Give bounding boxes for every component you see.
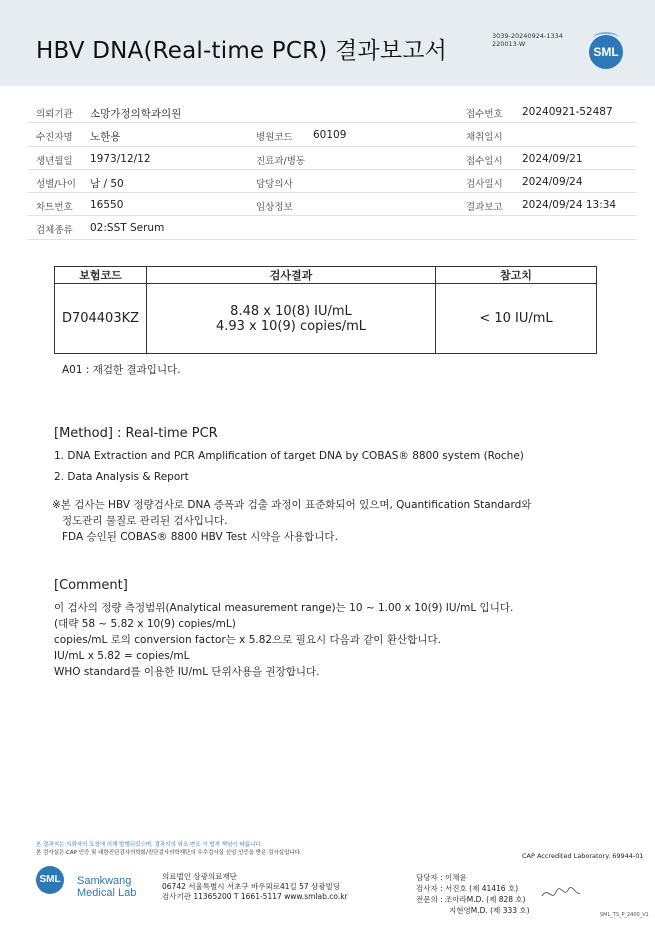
insurance-code: D704403KZ [55, 284, 147, 354]
method-section: [Method] : Real-time PCR 1. DNA Extraction and PCR Amplification of target DNA by COBAS® 8800 system (Roche) 2. Data Analysis & Report ※본 검사는 HBV 정량검사로 DNA 증폭과 검출 과정이 표준화되어 있으며, Quantification Standard와 정도관리 물질로 관리된 검사입니다. FDA 승인된 COBAS® 8800 HBV Test 시약을 사용합니다. [52, 426, 532, 543]
report-code: 3039-20240924-1334 220013-W [492, 32, 563, 48]
institution-value: 소망가정의학과의원 [90, 108, 182, 120]
info-row: 의뢰기관 소망가정의학과의원 접수번호 20240921-52487 [28, 100, 636, 123]
footer-certification: 본 검사실은 CAP 인증 및 대한진단검사의학회/진단검사의학재단의 우수검사실 신임 인증을 받은 검사실입니다. [36, 850, 302, 856]
result-note: A01 : 재검한 결과입니다. [62, 364, 181, 376]
method-remark: ※본 검사는 HBV 정량검사로 DNA 증폭과 검출 과정이 표준화되어 있으며, Quantification Standard와 정도관리 물질로 관리된 검사입니다. FDA 승인된 COBAS® 8800 HBV Test 시약을 사용합니다. [52, 499, 532, 543]
reference-value: < 10 IU/mL [436, 284, 597, 354]
col-header-result: 검사결과 [147, 267, 436, 284]
method-title: [Method] : Real-time PCR [54, 426, 218, 441]
report-title: HBV DNA(Real-time PCR) 결과보고서 [36, 38, 448, 64]
info-row: 차트번호 16550 임상정보 결과보고 2024/09/24 13:34 [28, 193, 636, 216]
col-header-code: 보험코드 [55, 267, 147, 284]
test-date-value: 2024/09/24 [522, 175, 583, 188]
lab-name: Samkwang Medical Lab [77, 875, 137, 899]
info-row: 검체종류 02:SST Serum [28, 216, 636, 239]
birth-value: 1973/12/12 [90, 152, 151, 165]
receipt-no-value: 20240921-52487 [522, 106, 613, 118]
comment-section: [Comment] 이 검사의 정량 측정범위(Analytical measurement range)는 10 ~ 1.00 x 10(9) IU/mL 입니다. (대략 58 ~ 5.82 x 10(9) copies/mL) copies/mL 로의 conversion factor는 x 5.82으로 필요시 다음과 같이 환산합니다. IU/mL x 5.82 = copies/mL WHO standard를 이용한 IU/mL 단위사용을 권장합니다. [54, 578, 514, 678]
col-header-reference: 참고치 [436, 267, 597, 284]
chart-value: 16550 [90, 199, 124, 212]
sml-footer-logo: SML [36, 866, 64, 894]
specimen-value: 02:SST Serum [90, 222, 165, 235]
patient-info-table [28, 100, 636, 240]
comment-title: [Comment] [54, 578, 128, 593]
result-table [54, 266, 597, 354]
footer-warning: 본 결과지는 의뢰자의 요청에 의해 발행되었으며, 결과지의 위조·변조 시 법적 책임이 따릅니다. [36, 842, 263, 848]
staff-list: 담당자 : 이채윤 검사자 : 서진호 (제 41416 호) 전문의 : 조아라M.D. (제 828 호) 지현영M.D. (제 333 호) [416, 873, 530, 915]
patient-value: 노한용 [90, 131, 121, 144]
sml-logo: SML [589, 35, 623, 69]
info-row: 수진자명 노한용 병원코드 60109 채취일시 [28, 123, 636, 146]
sex-age-value: 남 / 50 [90, 177, 124, 190]
report-header [0, 0, 655, 86]
cap-accreditation: CAP Accredited Laboratory. 69944-01 [522, 852, 644, 860]
ward-code-value: 60109 [313, 129, 347, 142]
info-row: 생년월일 1973/12/12 진료과/병동 접수일시 2024/09/21 [28, 147, 636, 170]
result-value: 8.48 x 10(8) IU/mL 4.93 x 10(9) copies/mL [147, 284, 436, 354]
signature-icon [540, 884, 582, 904]
report-value: 2024/09/24 13:34 [522, 199, 617, 212]
info-row: 성별/나이 남 / 50 담당의사 검사일시 2024/09/24 [28, 170, 636, 193]
lab-address: 의료법인 삼광의료재단 06742 서울특별시 서초구 바우뫼로41길 57 삼광빌딩 검사기관 11365200 T 1661-5117 www.smlab.co.kr [162, 872, 348, 901]
receipt-date-value: 2024/09/21 [522, 152, 583, 165]
form-version: SML_TS_P_2400_V1 [600, 912, 649, 918]
table-row [55, 284, 597, 354]
